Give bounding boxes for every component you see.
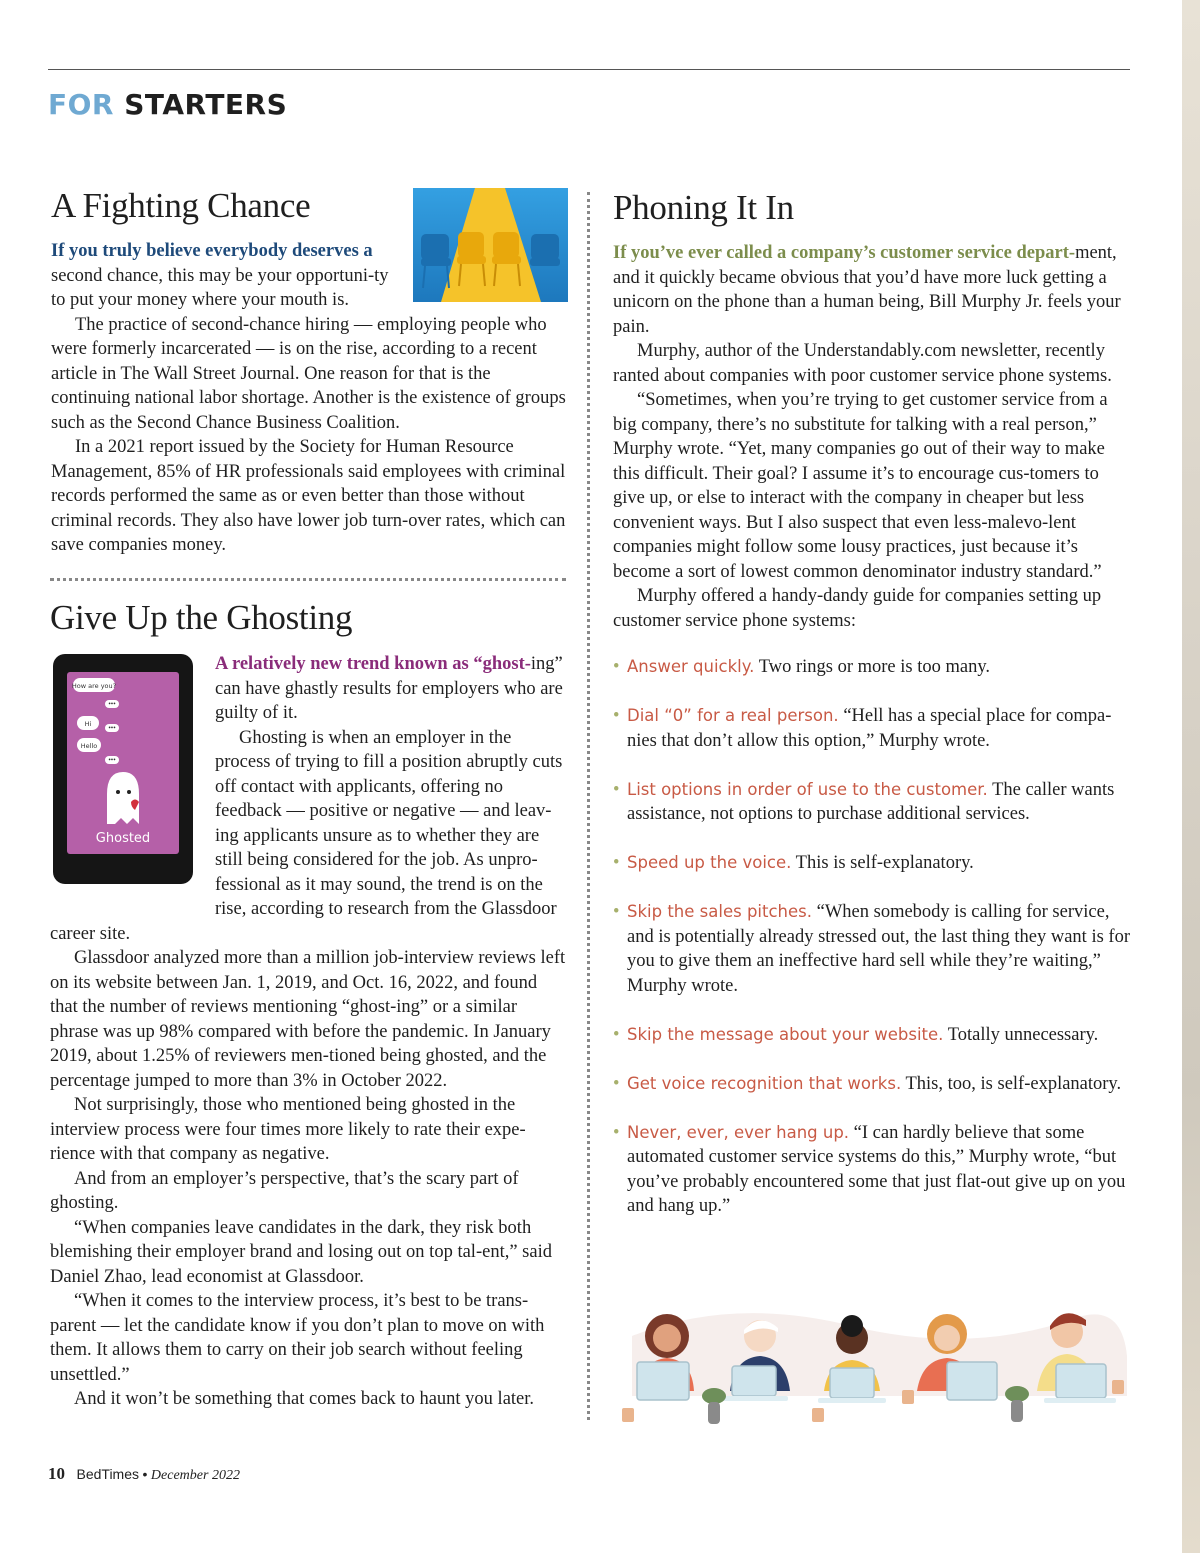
- top-rule: [48, 69, 1130, 70]
- lead-highlight: If you’ve ever called a company’s customer service depart-: [613, 243, 1076, 263]
- tip-item: • Answer quickly. Two rings or more is too many.: [613, 657, 990, 677]
- article-title: Give Up the Ghosting: [50, 598, 353, 637]
- tip-text: The caller wants assistance, not options to purchase additional services.: [627, 779, 1115, 824]
- column-divider: [587, 192, 590, 1420]
- paragraph: Murphy offered a handy-dandy guide for companies setting up customer service phone systems:: [613, 586, 1102, 631]
- section-label: [48, 88, 287, 121]
- article-title: Phoning It In: [613, 188, 794, 227]
- tip-key: List options in order of use to the customer.: [627, 779, 988, 799]
- tip-item: • Dial “0” for a real person. “Hell has a special place for compa-nies that don’t allow this option,” Murphy wrote.: [613, 706, 1112, 751]
- tip-key: Answer quickly.: [627, 657, 755, 676]
- tip-item: • List options in order of use to the customer. The caller wants assistance, not options to purchase additional services.: [613, 779, 1115, 824]
- bubble-text: Hello: [80, 742, 98, 750]
- page-edge-bleed: [1182, 0, 1200, 1553]
- lead-rest: ment, and it quickly became obvious that you’d have more luck getting a unicorn on the phone than a human being, Bill Murphy Jr. feels your pain.: [613, 243, 1121, 337]
- tip-text: “Hell has a special place for compa-nies that don’t allow this option,” Murphy wrote.: [627, 706, 1112, 751]
- lead-highlight: A relatively new trend known as “ghost-: [215, 654, 531, 674]
- lead-highlight: If you truly believe everybody deserves a: [51, 241, 373, 261]
- paragraph: “When it comes to the interview process, it’s best to be trans-parent — let the candidate know if you don’t plan to move on with them. It allows them to carry on their job search without feeling unsettled.”: [50, 1291, 545, 1385]
- paragraph: “Sometimes, when you’re trying to get customer service from a big company, there’s no substitute for talking with a real person,” Murphy wrote. “Yet, many companies go out of their way to make this difficult. Their goal? I assume it’s to encourage cus-tomers to give up, or else to interact with the company in cheaper but less convenient ways. But I also suspect that even less-malevo-lent companies might follow some lousy practices, just because it’s become a sort of lowest common denominator industry standard.”: [613, 390, 1108, 582]
- article-lead: [613, 241, 1133, 339]
- tip-item: • Get voice recognition that works. This, too, is self-explanatory.: [613, 1073, 1122, 1094]
- phone-caption: Ghosted: [95, 831, 151, 846]
- lead-rest: second chance, this may be your opportuni-ty to put your money where your mouth is.: [51, 265, 389, 310]
- tip-item: • Never, ever, ever hang up. “I can hardly believe that some automated customer service systems do this,” Murphy wrote, “but you’ve probably encountered some that just flat-out give up on you and hang up.”: [613, 1122, 1126, 1216]
- tip-text: “When somebody is calling for service, and is potentially already stressed out, the last thing they want is for you to give them an ineffective hard sell while they’re waiting,” Murphy wrote.: [627, 902, 1130, 996]
- article-title: A Fighting Chance: [51, 186, 311, 225]
- paragraph: Glassdoor analyzed more than a million job-interview reviews left on its website between Jan. 1, 2019, and Oct. 16, 2022, and found that the number of reviews mentioning “ghost-ing” or a similar phrase was up 98% compared with before the pandemic. In January 2019, about 1.25% of reviewers men-tioned being ghosted, and the percentage jumped to more than 3% in October 2022.: [50, 948, 566, 1091]
- svg-text:•••: •••: [108, 724, 116, 732]
- tip-key: Get voice recognition that works.: [627, 1073, 902, 1093]
- ghosted-phone-illustration: [53, 654, 195, 886]
- article-lead: [51, 239, 391, 313]
- tip-key: Skip the sales pitches.: [627, 902, 812, 921]
- tips-list: [613, 655, 1133, 1219]
- tip-key: Speed up the voice.: [627, 853, 792, 872]
- footer-separator: •: [142, 1466, 148, 1482]
- page-footer: [48, 1464, 240, 1484]
- chairs-spotlight-photo: [413, 188, 568, 302]
- section-divider: [50, 578, 566, 581]
- issue-date: December 2022: [150, 1468, 240, 1483]
- paragraph: “When companies leave candidates in the dark, they risk both blemishing their employer brand and losing out on top tal-ent,” said Daniel Zhao, lead economist at Glassdoor.: [50, 1217, 552, 1287]
- svg-text:•••: •••: [108, 756, 116, 764]
- paragraph: Not surprisingly, those who mentioned being ghosted in the interview process were four times more likely to rate their expe-rience with that company as negative.: [50, 1095, 526, 1164]
- tip-item: • Skip the sales pitches. “When somebody is calling for service, and is potentially already stressed out, the last thing they want is for you to give them an ineffective hard sell while they’re waiting,” Murphy wrote.: [613, 902, 1130, 996]
- lead-rest: ing” can have ghastly results for employers who are guilty of it.: [215, 654, 563, 723]
- paragraph: Ghosting is when an employer in the process of trying to fill a position abruptly cuts off contact with applicants, offering no feedback — positive or negative — and leav-ing applicants unsure as to whether they are still being considered for the job. As unpro-fessional as it may sound, the trend is on the rise, according to research from the Glassdoor career site.: [50, 727, 563, 944]
- paragraph: In a 2021 report issued by the Society for Human Resource Management, 85% of HR professionals said employees with criminal records performed the same as or even better than those without criminal records. They also have lower job turn-over rates, which can save companies money.: [51, 437, 566, 555]
- tip-text: Two rings or more is too many.: [754, 657, 990, 677]
- svg-text:•••: •••: [108, 700, 116, 708]
- tip-key: Skip the message about your website.: [627, 1024, 944, 1044]
- tip-text: “I can hardly believe that some automated customer service systems do this,” Murphy wrote, “but you’ve probably encountered some that just flat-out give up on you and hang up.”: [627, 1122, 1126, 1216]
- paragraph: The practice of second-chance hiring — employing people who were formerly incarcerated — is on the rise, according to a recent article in The Wall Street Journal. One reason for that is the continuing national labor shortage. Another is the existence of groups such as the Second Chance Business Coalition.: [51, 314, 566, 433]
- tip-text: Totally unnecessary.: [943, 1024, 1099, 1045]
- tip-text: This is self-explanatory.: [791, 853, 974, 873]
- tip-item: • Speed up the voice. This is self-explanatory.: [613, 853, 974, 873]
- paragraph: Murphy, author of the Understandably.com newsletter, recently ranted about companies with poor customer service phone systems.: [613, 341, 1112, 386]
- tip-text: This, too, is self-explanatory.: [901, 1073, 1122, 1094]
- bubble-text: Hi: [84, 720, 92, 728]
- page-number: 10: [48, 1464, 65, 1483]
- paragraph: And it won’t be something that comes back to haunt you later.: [74, 1389, 535, 1409]
- paragraph: And from an employer’s perspective, that’s the scary part of ghosting.: [50, 1168, 519, 1213]
- tip-key: Dial “0” for a real person.: [627, 706, 839, 725]
- tip-key: Never, ever, ever hang up.: [627, 1122, 850, 1142]
- bubble-text: How are you?: [71, 682, 117, 690]
- publication-name: BedTimes: [76, 1466, 140, 1482]
- section-label-accent: FOR: [48, 88, 114, 121]
- tip-item: • Skip the message about your website. Totally unnecessary.: [613, 1024, 1099, 1045]
- call-center-illustration: [612, 1296, 1132, 1436]
- section-label-main: STARTERS: [124, 88, 288, 121]
- article-phoning-it-in: [613, 188, 1133, 1243]
